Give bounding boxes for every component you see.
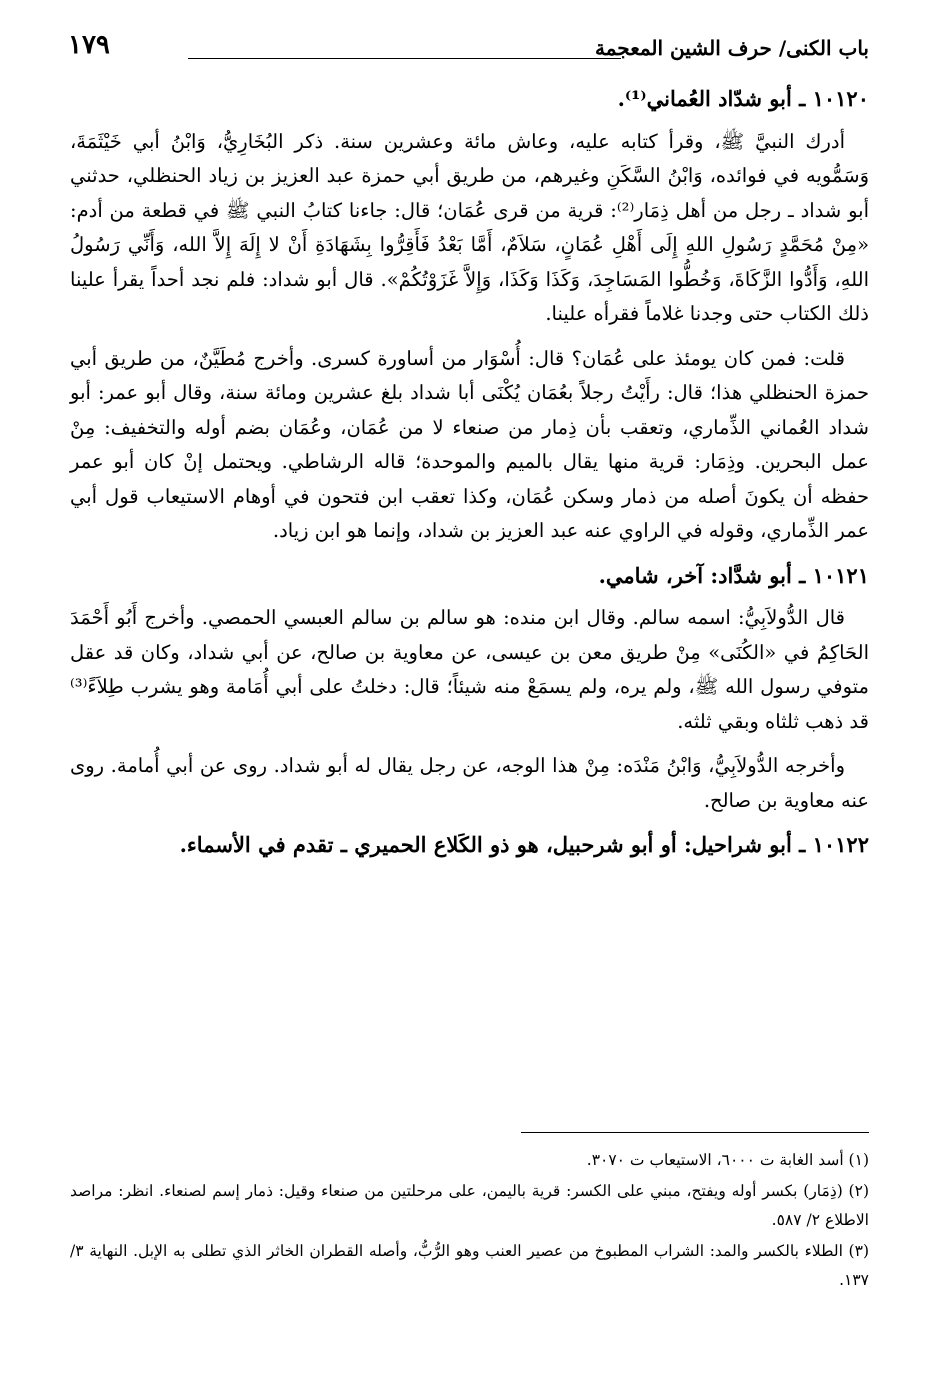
entry-10121-paragraph-2: وأخرجه الدُّولاَبِيُّ، وَابْنُ مَنْدَه: مِنْ هذا الوجه، عن رجل يقال له أبو شداد. روى عن أبي أُمامة. روى عنه معاوية بن صالح. [70,754,869,812]
main-text [70,82,869,871]
entry-heading-10120: ١٠١٢٠ ـ أبو شدّاد العُماني⁽¹⁾. [617,86,869,111]
page-header [68,28,869,68]
footnote-rule [521,1132,869,1133]
header-rule [188,58,621,59]
page-number: ١٧٩ [68,30,110,60]
entry-10120-paragraph-1: أدرك النبيَّ ﷺ، وقرأ كتابه عليه، وعاش مائة وعشرين سنة. ذكر البُخَارِيُّ، وَابْنُ أبي خَيْثَمَةَ، وَسَمُّويه في فوائده، وَابْنُ السَّكَنِ وغيرهم، من طريق أبي حمزة عبد العزيز بن زياد الحنظلي، حدثني أبو شداد ـ رجل من أهل ذِمَار⁽²⁾: قرية من قرى عُمَان؛ قال: جاءنا كتابُ النبي ﷺ في قطعة من أدم: «مِنْ مُحَمَّدٍ رَسُولِ اللهِ إِلَى أَهْلِ عُمَانٍ، سَلاَمٌ، أَمَّا بَعْدُ فَأَقِرُّوا بِشَهَادَةِ أَنْ لا إِلَهَ إِلاَّ الله، وَأَنِّي رَسُولُ اللهِ، وَأَدُّوا الزَّكَاةَ، وَخُطُّوا المَسَاجِدَ، وَكَذَا وَكَذَا، وَإِلاَّ غَزَوْتُكُمْ». قال أبو شداد: فلم نجد أحداً يقرأ علينا ذلك الكتاب حتى وجدنا غلاماً فقرأه علينا. [70,129,869,325]
footnote-1: (١) أسد الغابة ت ٦٠٠٠، الاستيعاب ت ٣٠٧٠. [586,1151,869,1169]
running-title: باب الكنى/ حرف الشين المعجمة [595,36,869,60]
footnote-2: (٢) (ذِمَار) بكسر أوله ويفتح، مبني على الكسر: قرية باليمن، على مرحلتين من صنعاء وقيل: ذمار إسم لصنعاء. انظر: مراصد الاطلاع ٢/ ٥٨٧. [70,1182,869,1229]
footnote-3: (٣) الطلاء بالكسر والمد: الشراب المطبوخ من عصير العنب وهو الرُّبُّ، وأصله القطران الخاثر الذي تطلى به الإبل. النهاية ٣/ ١٣٧. [70,1242,869,1289]
entry-10121-paragraph-1: قال الدُّولاَبِيُّ: اسمه سالم. وقال ابن منده: هو سالم بن سالم العبسي الحمصي. وأخرج أَبُو أَحْمَدَ الحَاكِمُ في «الكُنَى» مِنْ طريق معن بن عيسى، عن معاوية بن صالح، عن أبي شداد، وكان قد عقل متوفي رسول الله ﷺ، ولم يره، ولم يسمَعْ منه شيئاً؛ قال: دخلتُ على أبي أُمَامة وهو يشرب طِلاَءً⁽³⁾ قد ذهب ثلثاه وبقي ثلثه. [70,606,869,733]
entry-heading-10122: ١٠١٢٢ ـ أبو شراحيل: أو أبو شرحبيل، هو ذو الكَلاع الحميري ـ تقدم في الأسماء. [179,832,869,857]
footnotes [70,1146,869,1297]
entry-10120-paragraph-2: قلت: فمن كان يومئذ على عُمَان؟ قال: أُسْوَار من أساورة كسرى. وأخرج مُطَيَّنٌ، من طريق أبي حمزة الحنظلي هذا؛ قال: رأَيْتُ رجلاً بعُمَان يُكْنَى أبا شداد بلغ عشرين ومائة سنة، وقال أبو عمر: أبو شداد العُماني الذِّماري، وتعقب بأن ذِمار من صنعاء لا من عُمَان، وعُمَان بضم أوله والتخفيف: مِنْ عمل البحرين. وذِمَار: قرية منها يقال بالميم والموحدة؛ قاله الرشاطي. ويحتمل إنْ كان أبو عمر حفظه أن يكونَ أصله من ذمار وسكن عُمَان، وكذا تعقب ابن فتحون في أوهام الاستيعاب قول أبي عمر الذِّماري، وقوله في الراوي عنه عبد العزيز بن شداد، وإنما هو ابن زياد. [70,346,869,542]
entry-heading-10121: ١٠١٢١ ـ أبو شدَّاد: آخر، شامي. [598,562,869,588]
